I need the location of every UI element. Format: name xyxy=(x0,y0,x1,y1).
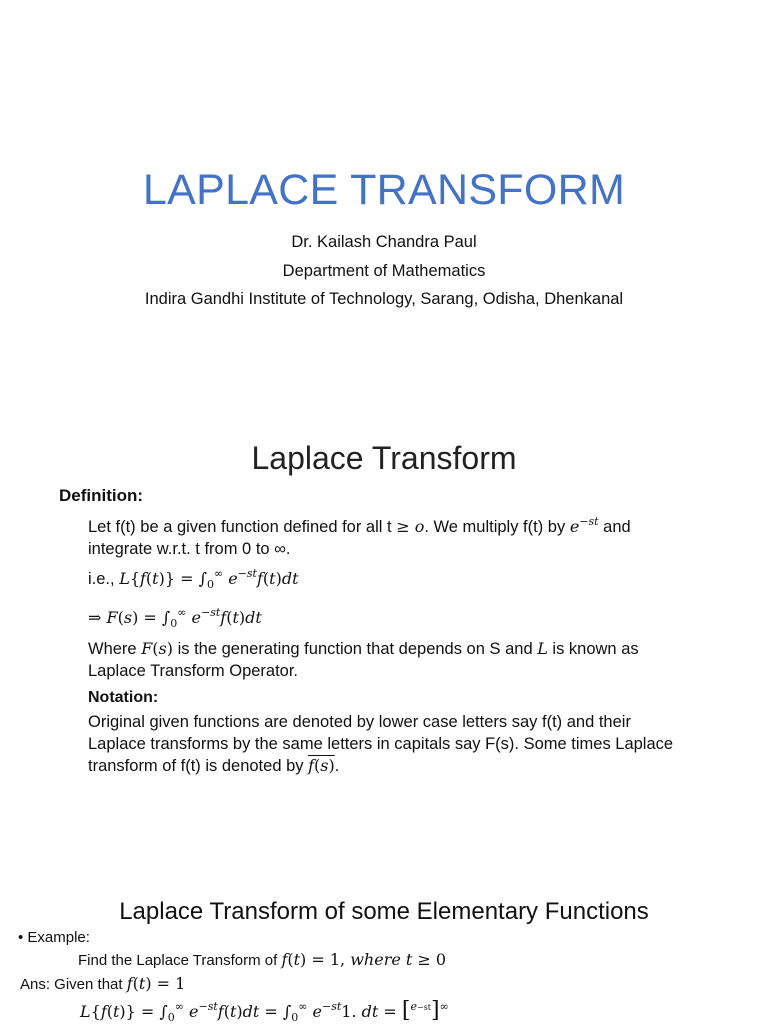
author-block xyxy=(0,228,768,314)
title-slide xyxy=(0,0,768,400)
definition-line: Laplace Transform Operator. xyxy=(88,661,299,680)
math-expression: $L\{f(t)\} = \int_0^\infty$ $e^{-st}f(t)dt$ xyxy=(119,567,299,591)
elementary-functions-slide xyxy=(0,840,768,1024)
math-expression: F(s) xyxy=(141,639,174,658)
notation-line: transform of f(t) is denoted by f(s). xyxy=(88,756,340,775)
example-task: Find the Laplace Transform of f(t) = 1, where t ≥ 0 xyxy=(78,950,447,969)
notation-line: Laplace transforms by the same letters in capitals say F(s). Some times Laplace xyxy=(88,734,674,753)
definition-line: Let f(t) be a given function defined for all t ≥ o. We multiply f(t) by $e^{-st}$ and xyxy=(88,515,631,536)
math-expression: ⇒ $F(s) = \int_0^\infty$ $e^{-st}f(t)dt$ xyxy=(88,605,262,630)
math-expression: $L\{f(t)\} = \int_0^\infty$ $e^{-st}f(t)dt = \int_0^\infty$ $e^{-st}1$. dt = [$^{e-st}$]∞ xyxy=(80,998,449,1024)
generating-formula xyxy=(88,602,708,635)
slide-title: Laplace Transform xyxy=(251,440,517,476)
math-expression: L xyxy=(537,639,548,658)
definition-heading: Definition: xyxy=(59,486,144,505)
math-expression: $e^{-st}$ xyxy=(569,515,599,536)
author-name: Dr. Kailash Chandra Paul xyxy=(291,233,477,251)
example-bullet: • Example: xyxy=(18,929,90,946)
laplace-formula: i.e., $L\{f(t)\} = \int_0^\infty$ $e^{-st}f(t)dt$ xyxy=(88,567,299,591)
math-expression: f(t) = 1, where t ≥ 0 xyxy=(281,950,447,969)
definition-line: integrate w.r.t. t from 0 to ∞. xyxy=(88,539,291,558)
math-expression: ≥ o xyxy=(396,517,425,536)
answer-line: Ans: Given that f(t) = 1 xyxy=(20,974,186,993)
slide-title: Laplace Transform of some Elementary Functions xyxy=(119,898,649,925)
math-expression: f(t) = 1 xyxy=(126,974,186,993)
notation-heading: Notation: xyxy=(88,689,159,706)
department-name: Department of Mathematics xyxy=(282,261,486,280)
definition-slide xyxy=(0,400,768,840)
notation-body xyxy=(88,712,708,778)
notation-line: Original given functions are denoted by lower case letters say f(t) and their xyxy=(88,713,631,731)
definition-line: Where F(s) is the generating function that depends on S and L is known as xyxy=(88,639,639,658)
institute-name: Indira Gandhi Institute of Technology, Sarang, Odisha, Dhenkanal xyxy=(144,290,624,308)
definition-body xyxy=(88,511,708,682)
math-expression: f(s) xyxy=(308,756,335,775)
presentation-title: LAPLACE TRANSFORM xyxy=(142,166,626,214)
answer-equation xyxy=(80,998,449,1024)
